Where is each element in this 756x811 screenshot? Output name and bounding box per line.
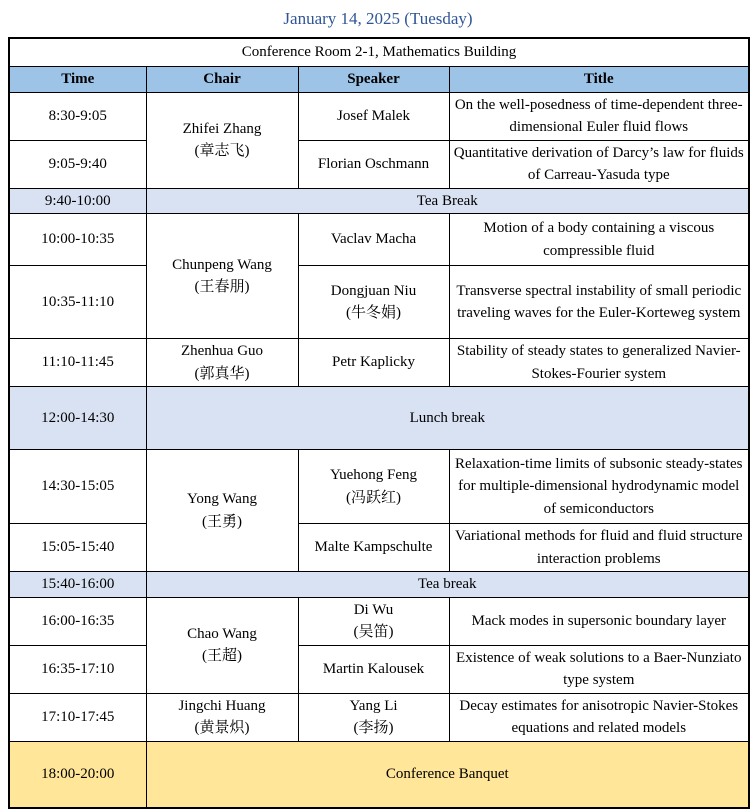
talk-title-cell: Decay estimates for anisotropic Navier-Stokes equations and related models [449, 693, 749, 741]
col-header-time: Time [9, 66, 146, 92]
session-row [9, 214, 749, 266]
session-row [9, 266, 749, 339]
time-cell: 16:00-16:35 [9, 597, 146, 645]
chair-cell [146, 339, 298, 387]
session-row [9, 597, 749, 645]
col-header-title: Title [449, 66, 749, 92]
speaker-cell [298, 450, 449, 524]
session-row [9, 524, 749, 572]
schedule-table [8, 37, 750, 809]
chair-name-cn: (王超) [202, 648, 242, 664]
chair-name-cn: (郭真华) [194, 365, 250, 382]
speaker-name-cn: (牛冬娟) [346, 305, 401, 321]
page-title: January 14, 2025 (Tuesday) [283, 9, 473, 28]
talk-title-cell: On the well-posedness of time-dependent three-dimensional Euler fluid flows [449, 92, 749, 140]
time-cell: 15:40-16:00 [9, 572, 146, 598]
time-cell: 11:10-11:45 [9, 339, 146, 387]
chair-name: Yong Wang [187, 491, 257, 507]
time-cell: 12:00-14:30 [9, 387, 146, 450]
banquet-row [9, 741, 749, 808]
session-row [9, 450, 749, 524]
speaker-cell: Petr Kaplicky [298, 339, 449, 387]
speaker-cell: Malte Kampschulte [298, 524, 449, 572]
break-label-cell: Tea Break [146, 188, 749, 214]
chair-cell [146, 693, 298, 741]
session-row [9, 693, 749, 741]
column-header-row [9, 66, 749, 92]
col-header-speaker: Speaker [298, 66, 449, 92]
banquet-label-cell: Conference Banquet [146, 741, 749, 808]
chair-cell [146, 597, 298, 693]
time-cell: 10:35-11:10 [9, 266, 146, 339]
speaker-name-cn: (李扬) [353, 720, 394, 736]
session-row [9, 92, 749, 140]
time-cell: 16:35-17:10 [9, 645, 146, 693]
speaker-cell [298, 693, 449, 741]
speaker-cell: Florian Oschmann [298, 140, 449, 188]
chair-name: Chunpeng Wang [172, 256, 272, 273]
speaker-cell [298, 597, 449, 645]
chair-cell [146, 450, 298, 572]
chair-name: Chao Wang [187, 625, 257, 642]
talk-title-cell: Relaxation-time limits of subsonic steady-states for multiple-dimensional hydrodynamic model of semiconductors [449, 450, 749, 524]
session-row [9, 140, 749, 188]
speaker-cell [298, 266, 449, 339]
room-header-cell: Conference Room 2-1, Mathematics Building [9, 38, 749, 66]
time-cell: 17:10-17:45 [9, 693, 146, 741]
speaker-cell: Vaclav Macha [298, 214, 449, 266]
chair-cell [146, 92, 298, 188]
talk-title-cell: Variational methods for fluid and fluid structure interaction problems [449, 524, 749, 572]
speaker-cell: Martin Kalousek [298, 645, 449, 693]
chair-name: Zhenhua Guo [180, 343, 264, 359]
chair-name-cn: (章志飞) [194, 143, 250, 159]
chair-name: Jingchi Huang [178, 697, 266, 714]
chair-cell [146, 214, 298, 339]
speaker-name: Yuehong Feng [329, 467, 418, 483]
break-label-cell: Tea break [146, 572, 749, 598]
talk-title-cell: Quantitative derivation of Darcy’s law for fluids of Carreau-Yasuda type [449, 140, 749, 188]
chair-name-cn: (黄景炽) [194, 720, 250, 736]
time-cell: 9:05-9:40 [9, 140, 146, 188]
chair-name-cn: (王勇) [202, 513, 242, 530]
session-row [9, 645, 749, 693]
speaker-name: Di Wu [353, 601, 394, 618]
speaker-name: Yang Li [349, 697, 398, 714]
tea-break-row [9, 188, 749, 214]
speaker-cell: Josef Malek [298, 92, 449, 140]
speaker-name: Dongjuan Niu [330, 282, 417, 299]
time-cell: 10:00-10:35 [9, 214, 146, 266]
talk-title-cell: Existence of weak solutions to a Baer-Nunziato type system [449, 645, 749, 693]
col-header-chair: Chair [146, 66, 298, 92]
talk-title-cell: Motion of a body containing a viscous compressible fluid [449, 214, 749, 266]
speaker-name-cn: (吴笛) [353, 624, 394, 640]
tea-break-row [9, 572, 749, 598]
lunch-break-row [9, 387, 749, 450]
session-row [9, 339, 749, 387]
break-label-cell: Lunch break [146, 387, 749, 450]
time-cell: 8:30-9:05 [9, 92, 146, 140]
talk-title-cell: Stability of steady states to generalized Navier-Stokes-Fourier system [449, 339, 749, 387]
chair-name-cn: (王春朋) [194, 279, 250, 295]
talk-title-cell: Transverse spectral instability of small periodic traveling waves for the Euler-Korteweg system [449, 266, 749, 339]
chair-name: Zhifei Zhang [182, 120, 262, 137]
time-cell: 18:00-20:00 [9, 741, 146, 808]
time-cell: 15:05-15:40 [9, 524, 146, 572]
room-header-row [9, 38, 749, 66]
talk-title-cell: Mack modes in supersonic boundary layer [449, 597, 749, 645]
speaker-name-cn: (冯跃红) [346, 489, 401, 506]
time-cell: 14:30-15:05 [9, 450, 146, 524]
time-cell: 9:40-10:00 [9, 188, 146, 214]
